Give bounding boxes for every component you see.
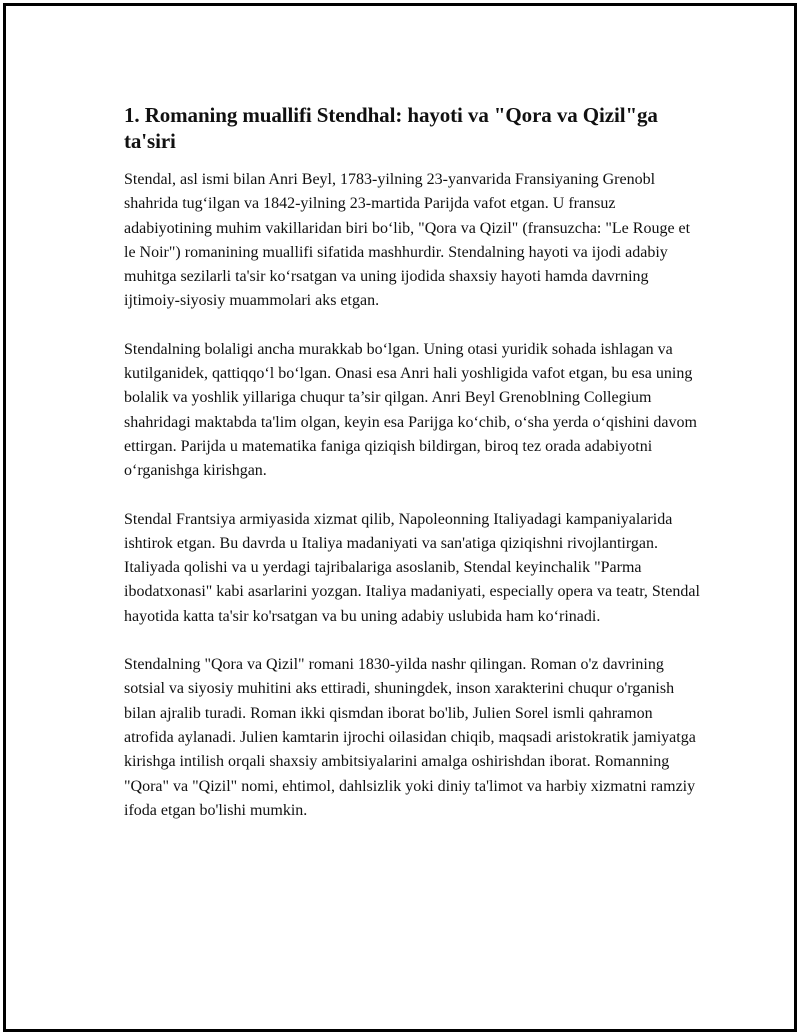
document-body [124, 102, 704, 847]
paragraph-military-italy: Stendal Frantsiya armiyasida xizmat qilib, Napoleonning Italiyadagi kampaniyalarida ishtirok etgan. Bu davrda u Italiya madaniyati va san'atiga qiziqishni rivojlantirgan. Italiyada qolishi va u yerdagi tajribalariga asoslanib, Stendal keyinchalik "Parma ibodatxonasi" kabi asarlarini yozgan. Italiya madaniyati, especially opera va teatr, Stendal hayotida katta ta'sir ko'rsatgan va bu uning adabiy uslubida ham ko‘rinadi. [124, 510, 700, 625]
paragraph-novel: Stendalning "Qora va Qizil" romani 1830-yilda nashr qilingan. Roman o'z davrining sotsial va siyosiy muhitini aks ettiradi, shuningdek, inson xarakterini chuqur o'rganish bilan ajralib turadi. Roman ikki qismdan iborat bo'lib, Julien Sorel ismli qahramon atrofida aylanadi. Julien kamtarin ijrochi oilasidan chiqib, maqsadi aristokratik jamiyatga kirishga intilish orqali shaxsiy ambitsiyalarini amalga oshirishdan iborat. Romanning "Qora" va "Qizil" nomi, ehtimol, dahlsizlik yoki diniy ta'limot va harbiy xizmatni ramziy ifoda etgan bo'lishi mumkin. [124, 656, 696, 819]
page-frame [3, 3, 797, 1032]
paragraph-biography-intro: Stendal, asl ismi bilan Anri Beyl, 1783-yilning 23-yanvarida Fransiyaning Grenobl shahrida tug‘ilgan va 1842-yilning 23-martida Parijda vafot etgan. U fransuz adabiyotining muhim vakillaridan biri bo‘lib, "Qora va Qizil" (fransuzcha: "Le Rouge et le Noir") romanining muallifi sifatida mashhurdir. Stendalning hayoti va ijodi adabiy muhitga sezilarli ta'sir ko‘rsatgan va uning ijodida shaxsiy hayoti hamda davrning ijtimoiy-siyosiy muammolari aks etgan. [124, 171, 691, 310]
paragraph-childhood: Stendalning bolaligi ancha murakkab bo‘lgan. Uning otasi yuridik sohada ishlagan va kutilganidek, qattiqqo‘l bo‘lgan. Onasi esa Anri hali yoshligida vafot etgan, bu esa uning bolalik va yoshlik yillariga chuqur ta’sir qilgan. Anri Beyl Grenoblning Collegium shahridagi maktabda ta'lim olgan, keyin esa Parijga ko‘chib, o‘sha yerda o‘qishini davom ettirgan. Parijda u matematika faniga qiziqish bildirgan, biroq tez orada adabiyotni o‘rganishga kirishgan. [124, 340, 697, 480]
section-heading: 1. Romaning muallifi Stendhal: hayoti va "Qora va Qizil"ga ta'siri [124, 103, 658, 153]
